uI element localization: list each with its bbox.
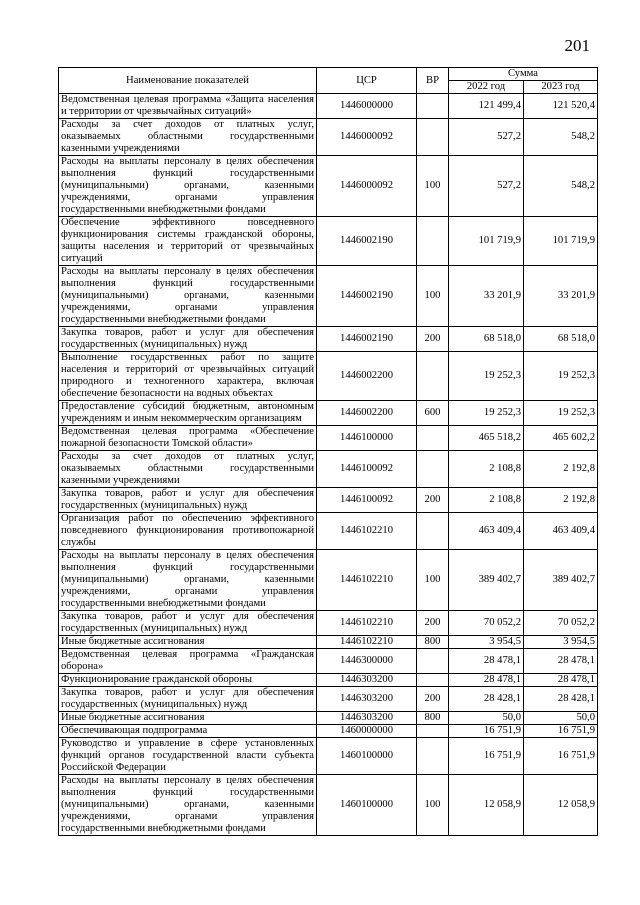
row-sum-2023-cell: 463 409,4 — [524, 513, 598, 550]
table-row — [59, 636, 598, 649]
row-sum-2023-cell: 28 478,1 — [524, 649, 598, 674]
table-row — [59, 217, 598, 266]
row-sum-2023-cell: 121 520,4 — [524, 94, 598, 119]
header-vr: ВР — [417, 68, 449, 94]
table-row — [59, 352, 598, 401]
table-row — [59, 611, 598, 636]
row-sum-2023-cell: 50,0 — [524, 712, 598, 725]
row-vr-cell — [417, 352, 449, 401]
table-row — [59, 513, 598, 550]
row-name-cell: Закупка товаров, работ и услуг для обеспечения государственных (муниципальных) нужд — [59, 687, 317, 712]
row-csr-cell: 1446002190 — [317, 266, 417, 327]
row-name-cell: Предоставление субсидий бюджетным, автономным учреждениям и иным некоммерческим организациям — [59, 401, 317, 426]
row-vr-cell: 200 — [417, 327, 449, 352]
row-sum-2023-cell: 389 402,7 — [524, 550, 598, 611]
row-sum-2023-cell: 68 518,0 — [524, 327, 598, 352]
row-vr-cell: 800 — [417, 712, 449, 725]
row-sum-2022-cell: 16 751,9 — [449, 725, 524, 738]
row-sum-2022-cell: 19 252,3 — [449, 352, 524, 401]
row-sum-2023-cell: 548,2 — [524, 156, 598, 217]
table-row — [59, 119, 598, 156]
row-name-cell: Расходы на выплаты персоналу в целях обеспечения выполнения функций государственными (муниципальными) органами, казенными учреждениями, органами управления государственными внебюджетными фондами — [59, 550, 317, 611]
header-name: Наименование показателей — [59, 68, 317, 94]
row-sum-2023-cell: 19 252,3 — [524, 401, 598, 426]
row-sum-2022-cell: 33 201,9 — [449, 266, 524, 327]
row-name-cell: Закупка товаров, работ и услуг для обеспечения государственных (муниципальных) нужд — [59, 327, 317, 352]
row-name-cell: Расходы за счет доходов от платных услуг, оказываемых областными государственными казенными учреждениями — [59, 451, 317, 488]
row-sum-2022-cell: 19 252,3 — [449, 401, 524, 426]
row-csr-cell: 1446100092 — [317, 451, 417, 488]
row-name-cell: Расходы за счет доходов от платных услуг, оказываемых областными государственными казенными учреждениями — [59, 119, 317, 156]
row-sum-2022-cell: 121 499,4 — [449, 94, 524, 119]
row-csr-cell: 1460100000 — [317, 738, 417, 775]
row-vr-cell: 200 — [417, 611, 449, 636]
row-name-cell: Руководство и управление в сфере установленных функций органов государственной власти субъекта Российской Федерации — [59, 738, 317, 775]
row-vr-cell — [417, 513, 449, 550]
row-name-cell: Закупка товаров, работ и услуг для обеспечения государственных (муниципальных) нужд — [59, 488, 317, 513]
row-sum-2023-cell: 548,2 — [524, 119, 598, 156]
row-name-cell: Ведомственная целевая программа «Обеспечение пожарной безопасности Томской области» — [59, 426, 317, 451]
row-vr-cell — [417, 649, 449, 674]
header-csr: ЦСР — [317, 68, 417, 94]
row-csr-cell: 1446002190 — [317, 327, 417, 352]
row-vr-cell — [417, 119, 449, 156]
table-row — [59, 451, 598, 488]
row-sum-2023-cell: 28 478,1 — [524, 674, 598, 687]
row-csr-cell: 1460000000 — [317, 725, 417, 738]
row-sum-2023-cell: 12 058,9 — [524, 775, 598, 836]
row-vr-cell: 200 — [417, 687, 449, 712]
row-csr-cell: 1446002200 — [317, 352, 417, 401]
row-vr-cell: 100 — [417, 550, 449, 611]
row-sum-2023-cell: 70 052,2 — [524, 611, 598, 636]
table-row — [59, 775, 598, 836]
table-row — [59, 738, 598, 775]
row-name-cell: Выполнение государственных работ по защите населения и территорий от чрезвычайных ситуаций природного и техногенного характера, включая обеспечение безопасности на водных объектах — [59, 352, 317, 401]
row-name-cell: Расходы на выплаты персоналу в целях обеспечения выполнения функций государственными (муниципальными) органами, казенными учреждениями, органами управления государственными внебюджетными фондами — [59, 775, 317, 836]
row-sum-2022-cell: 12 058,9 — [449, 775, 524, 836]
row-sum-2022-cell: 527,2 — [449, 119, 524, 156]
row-vr-cell — [417, 94, 449, 119]
row-vr-cell: 600 — [417, 401, 449, 426]
table-row — [59, 687, 598, 712]
row-sum-2022-cell: 3 954,5 — [449, 636, 524, 649]
table-row — [59, 266, 598, 327]
row-sum-2022-cell: 2 108,8 — [449, 488, 524, 513]
row-csr-cell: 1446102210 — [317, 636, 417, 649]
row-csr-cell: 1446303200 — [317, 712, 417, 725]
row-sum-2022-cell: 2 108,8 — [449, 451, 524, 488]
row-vr-cell: 100 — [417, 266, 449, 327]
header-year-2023: 2023 год — [524, 81, 598, 94]
row-name-cell: Обеспечивающая подпрограмма — [59, 725, 317, 738]
row-csr-cell: 1446100092 — [317, 488, 417, 513]
row-sum-2022-cell: 28 478,1 — [449, 674, 524, 687]
row-sum-2022-cell: 463 409,4 — [449, 513, 524, 550]
table-row — [59, 94, 598, 119]
row-name-cell: Расходы на выплаты персоналу в целях обеспечения выполнения функций государственными (муниципальными) органами, казенными учреждениями, органами управления государственными внебюджетными фондами — [59, 266, 317, 327]
row-sum-2023-cell: 3 954,5 — [524, 636, 598, 649]
row-csr-cell: 1446102210 — [317, 550, 417, 611]
row-sum-2023-cell: 19 252,3 — [524, 352, 598, 401]
row-csr-cell: 1446000092 — [317, 156, 417, 217]
row-csr-cell: 1446002190 — [317, 217, 417, 266]
row-csr-cell: 1446002200 — [317, 401, 417, 426]
row-csr-cell: 1446303200 — [317, 687, 417, 712]
row-sum-2022-cell: 50,0 — [449, 712, 524, 725]
row-sum-2022-cell: 389 402,7 — [449, 550, 524, 611]
row-csr-cell: 1446102210 — [317, 611, 417, 636]
table-row — [59, 488, 598, 513]
row-sum-2023-cell: 16 751,9 — [524, 738, 598, 775]
table-row — [59, 712, 598, 725]
row-csr-cell: 1446303200 — [317, 674, 417, 687]
row-vr-cell: 200 — [417, 488, 449, 513]
table-row — [59, 401, 598, 426]
row-name-cell: Иные бюджетные ассигнования — [59, 712, 317, 725]
row-vr-cell — [417, 725, 449, 738]
row-name-cell: Функционирование гражданской обороны — [59, 674, 317, 687]
row-sum-2023-cell: 2 192,8 — [524, 451, 598, 488]
table-row — [59, 327, 598, 352]
row-vr-cell: 800 — [417, 636, 449, 649]
row-name-cell: Ведомственная целевая программа «Защита населения и территории от чрезвычайных ситуаций» — [59, 94, 317, 119]
row-sum-2023-cell: 101 719,9 — [524, 217, 598, 266]
row-sum-2022-cell: 527,2 — [449, 156, 524, 217]
row-vr-cell — [417, 674, 449, 687]
row-name-cell: Обеспечение эффективного повседневного функционирования системы гражданской обороны, защиты населения и территорий от чрезвычайных ситуаций — [59, 217, 317, 266]
row-vr-cell — [417, 738, 449, 775]
row-sum-2023-cell: 465 602,2 — [524, 426, 598, 451]
page-number: 201 — [564, 36, 590, 55]
row-sum-2022-cell: 70 052,2 — [449, 611, 524, 636]
budget-table — [58, 67, 598, 836]
row-sum-2023-cell: 28 428,1 — [524, 687, 598, 712]
row-csr-cell: 1460100000 — [317, 775, 417, 836]
row-sum-2023-cell: 33 201,9 — [524, 266, 598, 327]
row-sum-2023-cell: 2 192,8 — [524, 488, 598, 513]
table-row — [59, 674, 598, 687]
row-sum-2022-cell: 465 518,2 — [449, 426, 524, 451]
row-csr-cell: 1446300000 — [317, 649, 417, 674]
row-csr-cell: 1446102210 — [317, 513, 417, 550]
table-row — [59, 725, 598, 738]
row-name-cell: Расходы на выплаты персоналу в целях обеспечения выполнения функций государственными (муниципальными) органами, казенными учреждениями, органами управления государственными внебюджетными фондами — [59, 156, 317, 217]
row-csr-cell: 1446100000 — [317, 426, 417, 451]
row-sum-2022-cell: 101 719,9 — [449, 217, 524, 266]
row-vr-cell: 100 — [417, 775, 449, 836]
header-year-2022: 2022 год — [449, 81, 524, 94]
table-row — [59, 550, 598, 611]
row-vr-cell — [417, 451, 449, 488]
row-csr-cell: 1446000092 — [317, 119, 417, 156]
row-sum-2022-cell: 16 751,9 — [449, 738, 524, 775]
row-sum-2022-cell: 68 518,0 — [449, 327, 524, 352]
row-csr-cell: 1446000000 — [317, 94, 417, 119]
row-sum-2022-cell: 28 428,1 — [449, 687, 524, 712]
row-name-cell: Ведомственная целевая программа «Гражданская оборона» — [59, 649, 317, 674]
row-vr-cell — [417, 217, 449, 266]
row-vr-cell: 100 — [417, 156, 449, 217]
header-sum: Сумма — [449, 68, 598, 81]
row-name-cell: Организация работ по обеспечению эффективного повседневного функционирования противопожарной службы — [59, 513, 317, 550]
row-vr-cell — [417, 426, 449, 451]
table-row — [59, 649, 598, 674]
table-row — [59, 156, 598, 217]
row-sum-2022-cell: 28 478,1 — [449, 649, 524, 674]
row-sum-2023-cell: 16 751,9 — [524, 725, 598, 738]
table-row — [59, 426, 598, 451]
row-name-cell: Закупка товаров, работ и услуг для обеспечения государственных (муниципальных) нужд — [59, 611, 317, 636]
row-name-cell: Иные бюджетные ассигнования — [59, 636, 317, 649]
